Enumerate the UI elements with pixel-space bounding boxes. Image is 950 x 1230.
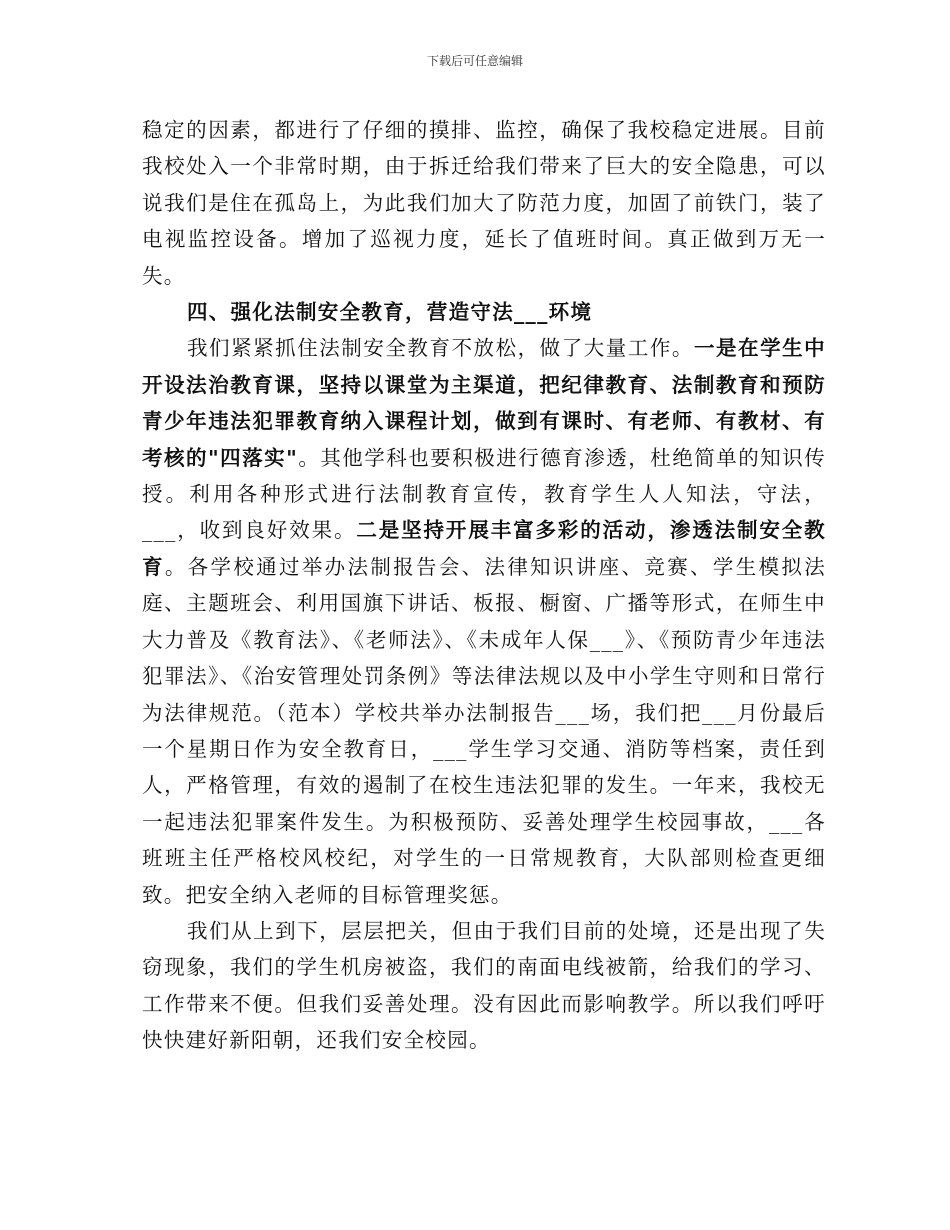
bold-point-two: 二是坚持开展丰富多彩的活动，渗透法制安全教育 xyxy=(142,518,826,579)
paragraph-stability xyxy=(142,112,826,294)
section-heading-four xyxy=(142,294,826,330)
paragraph-safety-closing xyxy=(142,913,826,1059)
paragraph-text: 我们从上到下，层层把关，但由于我们目前的处境，还是出现了失窃现象，我们的学生机房被盗，我们的南面电线被箭，给我们的学习、工作带来不便。但我们妥善处理。没有因此而影响教学。所以我们呼吁快快建好新阳朝，还我们安全校园。 xyxy=(142,918,826,1053)
paragraph-text: 。各学校通过举办法制报告会、法律知识讲座、竞赛、学生模拟法庭、主题班会、利用国旗下讲话、板报、橱窗、广播等形式，在师生中大力普及《教育法》、《老师法》、《未成年人保___》、《预防青少年违法犯罪法》、《治安管理处罚条例》等法律法规以及中小学生守则和日常行为法律规范。（范本）学校共举办法制报告___场，我们把___月份最后一个星期日作为安全教育日，___学生学习交通、消防等档案，责任到人，严格管理，有效的遏制了在校生违法犯罪的发生。一年来，我校无一起违法犯罪案件发生。为积极预防、妥善处理学生校园事故，___各班班主任严格校风校纪，对学生的一日常规教育，大队部则检查更细致。把安全纳入老师的目标管理奖惩。 xyxy=(142,554,826,907)
paragraph-legal-education xyxy=(142,330,826,913)
bold-point-one: 一是在学生中开设法治教育课，坚持以课堂为主渠道，把纪律教育、法制教育和预防青少年违法犯罪教育纳入课程计划，做到有课时、有老师、有教材、有考核的"四落实" xyxy=(142,336,826,470)
page-header: 下载后可任意编辑 xyxy=(426,54,523,68)
paragraph-text: 我们紧紧抓住法制安全教育不放松，做了大量工作。 xyxy=(187,336,694,361)
paragraph-text: 稳定的因素，都进行了仔细的摸排、监控，确保了我校稳定进展。目前我校处入一个非常时期，由于拆迁给我们带来了巨大的安全隐患，可以说我们是住在孤岛上，为此我们加大了防范力度，加固了前铁门，装了电视监控设备。增加了巡视力度，延长了值班时间。真正做到万无一失。 xyxy=(142,118,826,288)
document-body xyxy=(142,112,826,1059)
paragraph-text: 。其他学科也要积极进行德育渗透，杜绝简单的知识传授。利用各种形式进行法制教育宣传，教育学生人人知法，守法，___，收到良好效果。 xyxy=(142,445,826,543)
heading-text: 四、强化法制安全教育，营造守法___环境 xyxy=(187,300,593,325)
